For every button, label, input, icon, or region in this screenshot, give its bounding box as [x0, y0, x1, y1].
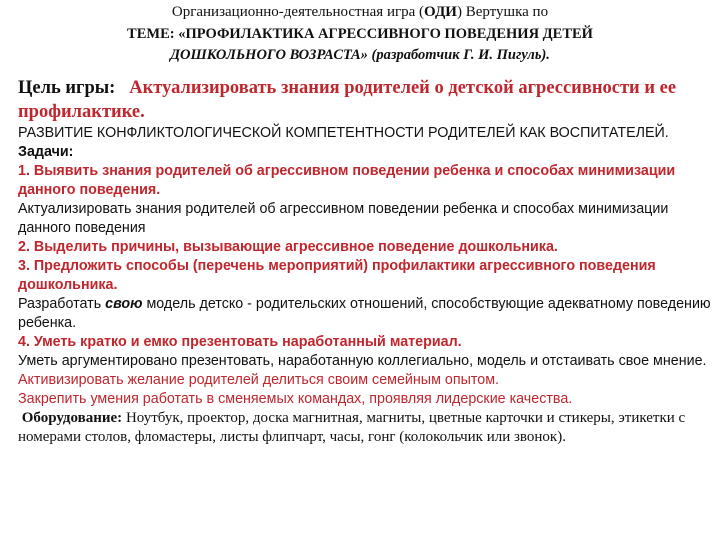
task-3-desc-post: модель детско - родительских отношений, способствующие адекватному поведению ребенка.: [18, 296, 711, 331]
task-2: 2. Выделить причины, вызывающие агрессивное поведение дошкольника.: [18, 239, 558, 255]
header-line-1-bold: ОДИ: [424, 4, 457, 20]
task-3-desc-emphasis: свою: [105, 296, 143, 312]
goal-label: Цель игры:: [18, 78, 116, 98]
task-3-desc-pre: Разработать: [18, 296, 106, 312]
activate-statement: Активизировать желание родителей делиться своим семейным опытом.: [18, 372, 499, 388]
equipment-label: Оборудование:: [21, 410, 123, 426]
header-line-1: [90, 3, 630, 22]
task-4: 4. Уметь кратко и емко презентовать наработанный материал.: [18, 334, 462, 350]
tasks-label: Задачи:: [18, 144, 74, 160]
task-3-description: [18, 295, 718, 333]
equipment-text: Ноутбук, проектор, доска магнитная, магниты, цветные карточки и стикеры, этикетки с номерами столов, фломастеры, листы флипчарт, часы, гонг (колокольчик или звонок).: [18, 410, 686, 445]
goal-block: [18, 76, 718, 124]
document-body: [18, 124, 718, 447]
header-topic-continued: ДОШКОЛЬНОГО ВОЗРАСТА» (разработчик Г. И. Пигуль).: [170, 47, 550, 63]
goal-text: Актуализировать знания родителей о детской агрессивности и ее профилактике.: [18, 78, 677, 122]
task-4-description: Уметь аргументировано презентовать, наработанную коллегиально, модель и отстаивать свое мнение.: [18, 353, 707, 369]
task-3: 3. Предложить способы (перечень мероприятий) профилактики агрессивного поведения дошкольника.: [18, 258, 656, 293]
equipment-paragraph: [18, 409, 718, 447]
header-topic: ТЕМЕ: «ПРОФИЛАКТИКА АГРЕССИВНОГО ПОВЕДЕНИЯ ДЕТЕЙ: [127, 26, 593, 42]
header-line-1-post: ) Вертушка по: [456, 4, 549, 20]
consolidate-statement: Закрепить умения работать в сменяемых командах, проявляя лидерские качества.: [18, 391, 573, 407]
header-line-1-pre: Организационно-деятельностная игра (: [171, 4, 425, 20]
task-1: 1. Выявить знания родителей об агрессивном поведении ребенка и способах минимизации данного поведения.: [18, 163, 676, 198]
development-statement: РАЗВИТИЕ КОНФЛИКТОЛОГИЧЕСКОЙ КОМПЕТЕНТНОСТИ РОДИТЕЛЕЙ КАК ВОСПИТАТЕЛЕЙ.: [18, 125, 669, 141]
task-1-description: Актуализировать знания родителей об агрессивном поведении ребенка и способах минимизации данного поведения: [18, 201, 669, 236]
